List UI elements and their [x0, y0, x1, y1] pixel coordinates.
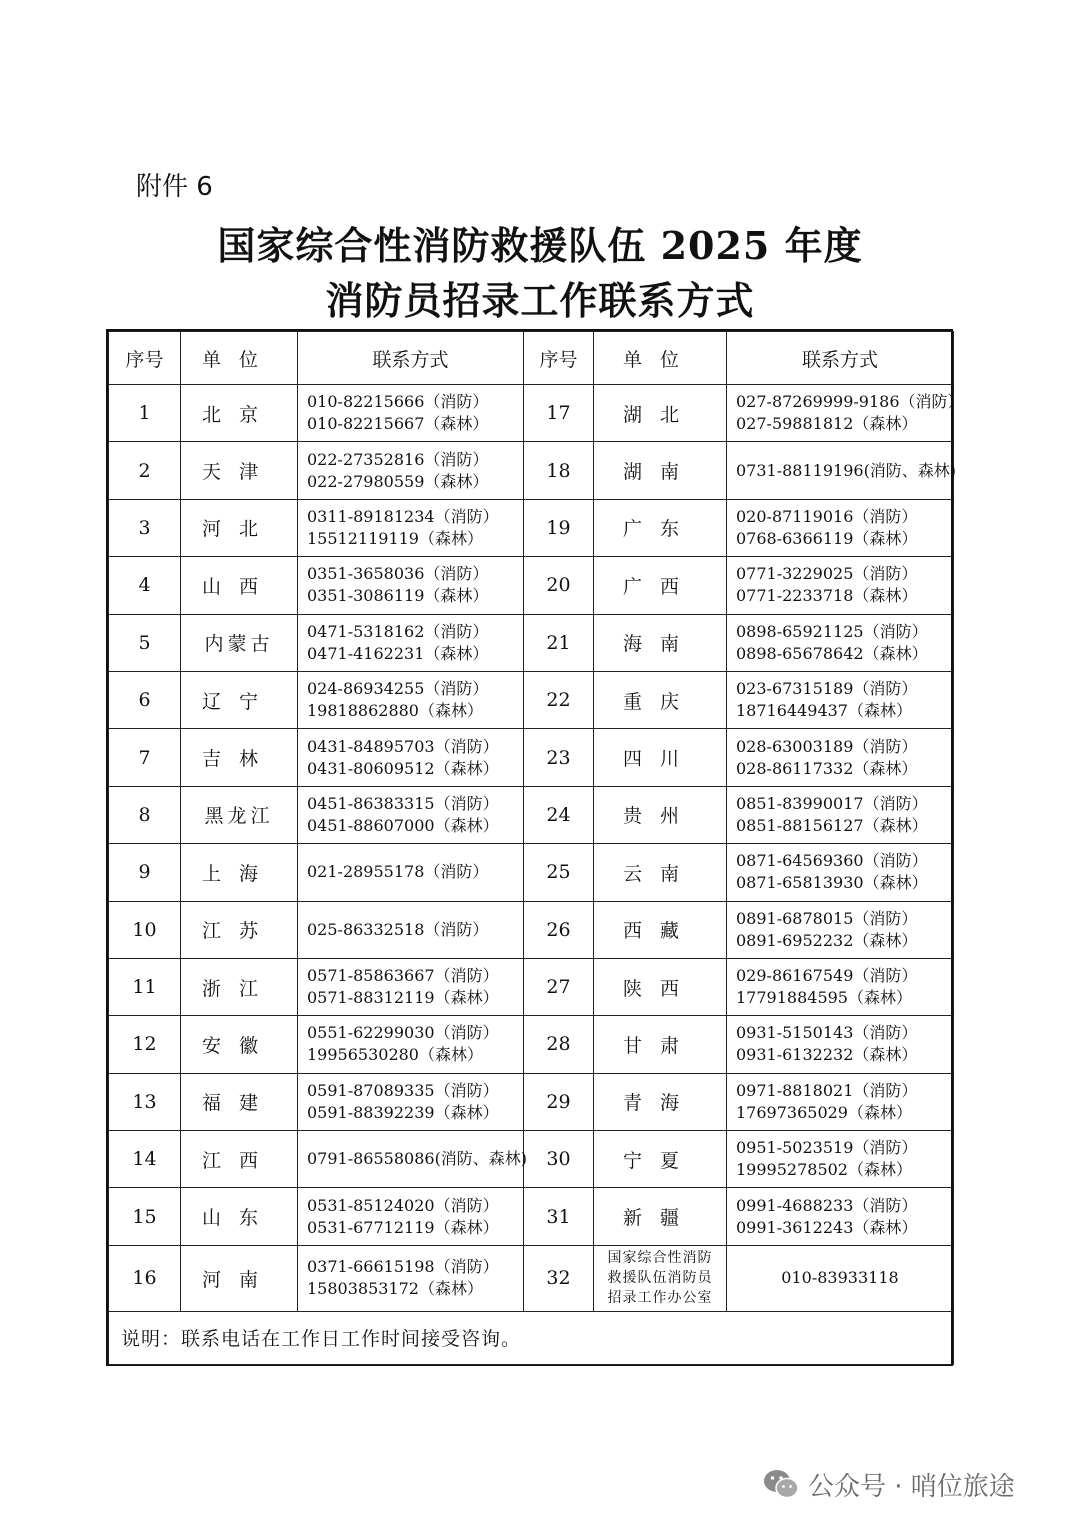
- contact-info: [727, 1073, 954, 1130]
- row-number: 16: [109, 1245, 181, 1311]
- phone-line: 0471-5318162（消防）: [307, 621, 489, 641]
- table-row: [109, 1131, 954, 1188]
- row-number: 13: [109, 1073, 181, 1130]
- row-number: 31: [524, 1188, 594, 1245]
- contact-info: [298, 671, 524, 728]
- row-number: 28: [524, 1016, 594, 1073]
- phone-line: 0731-88119196(消防、森林): [736, 460, 957, 480]
- row-number: 9: [109, 844, 181, 901]
- table-row: [109, 901, 954, 958]
- phone-line: 0771-3229025（消防）: [736, 564, 918, 584]
- table-row: [109, 557, 954, 614]
- phone-line: 0991-3612243（森林）: [736, 1217, 918, 1237]
- unit-name: 山东: [181, 1188, 298, 1245]
- unit-name: 甘肃: [594, 1016, 727, 1073]
- phone-line: 0431-84895703（消防）: [307, 736, 499, 756]
- phone-line: 15803853172（森林）: [307, 1279, 483, 1299]
- contact-table-wrapper: [106, 329, 964, 1366]
- unit-name: 云南: [594, 844, 727, 901]
- row-number: 19: [524, 499, 594, 556]
- phone-line: 010-82215667（森林）: [307, 414, 489, 434]
- row-number: 21: [524, 614, 594, 671]
- phone-line: 0871-65813930（森林）: [736, 873, 928, 893]
- unit-name: 湖南: [594, 442, 727, 499]
- contact-info: [727, 671, 954, 728]
- unit-name: 青海: [594, 1073, 727, 1130]
- row-number: 14: [109, 1131, 181, 1188]
- table-row: [109, 385, 954, 442]
- phone-line: 023-67315189（消防）: [736, 679, 918, 699]
- row-number: 11: [109, 958, 181, 1015]
- unit-name: 吉林: [181, 729, 298, 786]
- row-number: 25: [524, 844, 594, 901]
- phone-line: 020-87119016（消防）: [736, 506, 918, 526]
- phone-line: 029-86167549（消防）: [736, 966, 918, 986]
- header-contact-right: 联系方式: [727, 332, 954, 385]
- phone-line: 0931-5150143（消防）: [736, 1023, 918, 1043]
- table-row: [109, 1016, 954, 1073]
- header-contact-left: 联系方式: [298, 332, 524, 385]
- unit-name: 福建: [181, 1073, 298, 1130]
- phone-line: 010-82215666（消防）: [307, 392, 489, 412]
- phone-line: 0451-88607000（森林）: [307, 815, 499, 835]
- row-number: 3: [109, 499, 181, 556]
- contact-info: [298, 385, 524, 442]
- row-number: 6: [109, 671, 181, 728]
- table-row: [109, 1188, 954, 1245]
- row-number: 10: [109, 901, 181, 958]
- header-no-left: 序号: [109, 332, 181, 385]
- unit-name: 江苏: [181, 901, 298, 958]
- unit-name-line: 招录工作办公室: [607, 1290, 713, 1307]
- contact-info: [298, 1016, 524, 1073]
- row-number: 7: [109, 729, 181, 786]
- table-row: [109, 614, 954, 671]
- phone-line: 0591-88392239（森林）: [307, 1102, 499, 1122]
- contact-info: [298, 1188, 524, 1245]
- row-number: 17: [524, 385, 594, 442]
- table-row: [109, 958, 954, 1015]
- contact-info: [727, 844, 954, 901]
- unit-name: 江西: [181, 1131, 298, 1188]
- phone-line: 024-86934255（消防）: [307, 679, 489, 699]
- contact-info: [727, 1016, 954, 1073]
- header-unit-left: 单位: [181, 332, 298, 385]
- contact-info: [298, 1073, 524, 1130]
- unit-name: 四川: [594, 729, 727, 786]
- phone-line: 0891-6878015（消防）: [736, 908, 918, 928]
- unit-name: 贵州: [594, 786, 727, 843]
- row-number: 22: [524, 671, 594, 728]
- phone-line: 0871-64569360（消防）: [736, 851, 928, 871]
- unit-name: 河南: [181, 1245, 298, 1311]
- phone-line: 0768-6366119（森林）: [736, 528, 918, 548]
- row-number: 5: [109, 614, 181, 671]
- contact-info: [298, 1131, 528, 1188]
- phone-line: 17697365029（森林）: [736, 1102, 912, 1122]
- phone-line: 028-63003189（消防）: [736, 736, 918, 756]
- phone-line: 0371-66615198（消防）: [307, 1257, 499, 1277]
- contact-info: [727, 786, 954, 843]
- header-unit-right: 单位: [594, 332, 727, 385]
- attachment-label: 附件 6: [136, 172, 213, 202]
- phone-line: 18716449437（森林）: [736, 701, 912, 721]
- phone-line: 0991-4688233（消防）: [736, 1195, 918, 1215]
- table-row: [109, 1073, 954, 1130]
- phone-line: 025-86332518（消防）: [307, 919, 489, 939]
- phone-line: 0931-6132232（森林）: [736, 1045, 918, 1065]
- phone-line: 0311-89181234（消防）: [307, 506, 499, 526]
- unit-name: 西藏: [594, 901, 727, 958]
- phone-line: 028-86117332（森林）: [736, 758, 918, 778]
- contact-info: [298, 557, 524, 614]
- contact-info: [727, 1188, 954, 1245]
- phone-line: 0351-3086119（森林）: [307, 586, 489, 606]
- unit-name: 重庆: [594, 671, 727, 728]
- unit-name: 天津: [181, 442, 298, 499]
- phone-line: 021-28955178（消防）: [307, 862, 489, 882]
- phone-line: 0951-5023519（消防）: [736, 1138, 918, 1158]
- phone-line: 022-27352816（消防）: [307, 449, 489, 469]
- unit-name: 宁夏: [594, 1131, 727, 1188]
- phone-line: 0851-88156127（森林）: [736, 815, 928, 835]
- watermark: [762, 1462, 1015, 1506]
- contact-info: [298, 499, 524, 556]
- contact-info: [727, 385, 964, 442]
- unit-name: 新疆: [594, 1188, 727, 1245]
- row-number: 32: [524, 1245, 594, 1311]
- phone-line: 0551-62299030（消防）: [307, 1023, 499, 1043]
- wechat-icon: [762, 1468, 800, 1500]
- row-number: 29: [524, 1073, 594, 1130]
- contact-info: [298, 958, 524, 1015]
- phone-line: 19956530280（森林）: [307, 1045, 483, 1065]
- unit-name: 河北: [181, 499, 298, 556]
- contact-info: [298, 844, 524, 901]
- contact-info: [298, 786, 524, 843]
- phone-line: 0571-88312119（森林）: [307, 988, 499, 1008]
- phone-line: 0431-80609512（森林）: [307, 758, 499, 778]
- row-number: 20: [524, 557, 594, 614]
- unit-name: 湖北: [594, 385, 727, 442]
- phone-line: 0898-65921125（消防）: [736, 621, 928, 641]
- table-row: [109, 442, 954, 499]
- unit-name: 辽宁: [181, 671, 298, 728]
- contact-info: [727, 499, 954, 556]
- unit-name: [594, 1245, 727, 1311]
- contact-info: [727, 442, 957, 499]
- watermark-text: 公众号 · 哨位旅途: [808, 1471, 1015, 1502]
- unit-name: 陕西: [594, 958, 727, 1015]
- phone-line: 19818862880（森林）: [307, 701, 483, 721]
- contact-info: [298, 729, 524, 786]
- table-row: [109, 499, 954, 556]
- row-number: 1: [109, 385, 181, 442]
- contact-info: [727, 1131, 954, 1188]
- contact-info: [727, 557, 954, 614]
- phone-line: 0571-85863667（消防）: [307, 966, 499, 986]
- unit-name: 黑龙江: [181, 786, 298, 843]
- unit-name: 安徽: [181, 1016, 298, 1073]
- unit-name: 山西: [181, 557, 298, 614]
- table-row: [109, 729, 954, 786]
- contact-info: [298, 1245, 524, 1311]
- document-title-line2: 消防员招录工作联系方式: [325, 278, 755, 323]
- row-number: 26: [524, 901, 594, 958]
- unit-name: 北京: [181, 385, 298, 442]
- phone-line: 027-59881812（森林）: [736, 414, 918, 434]
- unit-name-line: 国家综合性消防: [607, 1250, 713, 1267]
- phone-line: 15512119119（森林）: [307, 528, 483, 548]
- table-row: [109, 1245, 954, 1311]
- contact-info: [298, 901, 524, 958]
- contact-info: [727, 901, 954, 958]
- contact-info: [727, 614, 954, 671]
- unit-name-line: 救援队伍消防员: [607, 1270, 713, 1287]
- row-number: 4: [109, 557, 181, 614]
- phone-line: 0791-86558086(消防、森林): [307, 1149, 528, 1169]
- contact-info: [727, 958, 954, 1015]
- phone-line: 17791884595（森林）: [736, 988, 912, 1008]
- row-number: 30: [524, 1131, 594, 1188]
- row-number: 27: [524, 958, 594, 1015]
- row-number: 18: [524, 442, 594, 499]
- phone-line: 0891-6952232（森林）: [736, 930, 918, 950]
- contact-info: [298, 442, 524, 499]
- phone-line: 0851-83990017（消防）: [736, 793, 928, 813]
- table-note-row: [109, 1311, 954, 1364]
- contact-info: [727, 1245, 954, 1311]
- header-no-right: 序号: [524, 332, 594, 385]
- row-number: 2: [109, 442, 181, 499]
- row-number: 23: [524, 729, 594, 786]
- contact-info: [298, 614, 524, 671]
- phone-line: 0591-87089335（消防）: [307, 1080, 499, 1100]
- phone-line: 0898-65678642（森林）: [736, 643, 928, 663]
- table-note: 说明：联系电话在工作日工作时间接受咨询。: [109, 1311, 954, 1364]
- row-number: 15: [109, 1188, 181, 1245]
- table-row: [109, 786, 954, 843]
- table-header-row: [109, 332, 954, 385]
- unit-name: 广西: [594, 557, 727, 614]
- unit-name: 浙江: [181, 958, 298, 1015]
- phone-line: 027-87269999-9186（消防）: [736, 392, 964, 412]
- phone-line: 0531-85124020（消防）: [307, 1195, 499, 1215]
- row-number: 12: [109, 1016, 181, 1073]
- phone-line: 0531-67712119（森林）: [307, 1217, 499, 1237]
- unit-name: 广东: [594, 499, 727, 556]
- table-row: [109, 671, 954, 728]
- contact-table: [108, 331, 964, 1365]
- row-number: 8: [109, 786, 181, 843]
- unit-name: 海南: [594, 614, 727, 671]
- contact-info: [727, 729, 954, 786]
- phone-line: 0351-3658036（消防）: [307, 564, 489, 584]
- unit-name: 内蒙古: [181, 614, 298, 671]
- phone-line: 0471-4162231（森林）: [307, 643, 489, 663]
- phone-line: 0771-2233718（森林）: [736, 586, 918, 606]
- table-row: [109, 844, 954, 901]
- row-number: 24: [524, 786, 594, 843]
- document-title-line1: 国家综合性消防救援队伍 2025 年度: [217, 223, 863, 268]
- phone-line: 010-83933118: [781, 1268, 899, 1288]
- phone-line: 0451-86383315（消防）: [307, 793, 499, 813]
- unit-name: 上海: [181, 844, 298, 901]
- phone-line: 0971-8818021（消防）: [736, 1080, 918, 1100]
- phone-line: 19995278502（森林）: [736, 1160, 912, 1180]
- phone-line: 022-27980559（森林）: [307, 471, 489, 491]
